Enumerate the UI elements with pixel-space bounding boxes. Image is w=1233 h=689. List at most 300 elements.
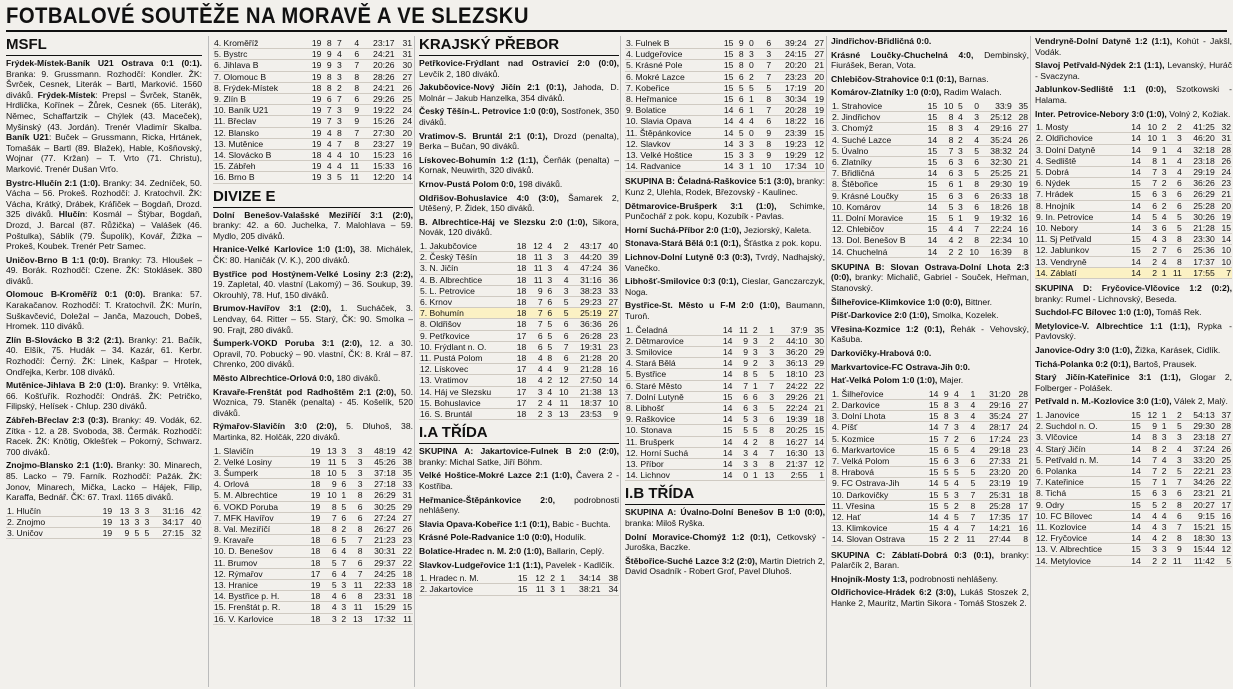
stat-cell: 4 [734,116,744,127]
stat-cell: 4 [1168,443,1183,454]
table-row [831,190,1029,201]
stat-cell: 9 [343,105,360,116]
stat-cell: 15 [1126,499,1142,510]
table-row [213,501,413,512]
stat-cell: 2 [333,82,343,93]
stat-cell: 9 [755,150,772,161]
stat-cell: 4 [553,274,569,285]
stat-cell: 42 [185,506,202,517]
team-name: 13. Vendryně [1035,256,1126,267]
team-name: 1. Janovice [1035,410,1126,421]
table-row [1035,234,1232,245]
stat-cell: 8 [938,134,954,145]
stat-cell: 10 [321,490,337,501]
1b-reports-c [831,550,1029,609]
match-report: Velké Hoštice-Mokré Lazce 2:1 (1:0), Čavera 2 - Kostřiba. [419,470,619,491]
stat-cell: 14 [717,127,734,138]
stat-cell: 8 [1012,534,1029,545]
stat-cell: 14 [717,116,734,127]
stat-cell: 19:39 [775,414,808,425]
table-row [831,101,1029,112]
stat-cell: 33 [397,479,413,490]
stat-cell: 4 [544,397,554,408]
stat-cell: 1 [338,490,348,501]
stat-cell: 18:30 [1183,533,1216,544]
stat-cell: 9 [964,213,980,224]
stat-cell: 26 [1013,134,1029,145]
stat-cell: 23:19 [976,478,1011,489]
match-report: SKUPINA B: Čeladná-Raškovice 5:1 (3:0), branky: Kunz 2, Ulehla, Rodek, Březovský - Kaulinec. [625,176,825,198]
table-row [419,573,619,584]
stat-cell: 7 [338,557,348,568]
stat-cell: 17:32 [364,613,397,624]
stat-cell: 4 [745,116,755,127]
table-row [1035,510,1232,521]
team-name: 7. Olomouc B [213,71,305,82]
stat-cell: 13 [113,506,130,517]
table-row [1035,166,1232,177]
stat-cell: 24:21 [360,82,395,93]
team-name: 3. Fulnek B [625,38,717,49]
stat-cell: 5 [964,168,980,179]
table-row [419,241,619,252]
match-report: Dětmarovice-Brušperk 3:1 (1:0), Schimke, Punčochář z pok. kopu, Kozubík - Pavlas. [625,200,825,222]
stat-cell: 1 [749,380,759,391]
stat-cell: 36:13 [775,358,808,369]
stat-cell: 0 [745,127,755,138]
stat-cell: 5 [733,414,749,425]
stat-cell: 19 [305,138,322,149]
stat-cell: 6 [1168,488,1183,499]
stat-cell: 2 [1158,200,1168,211]
stat-cell: 2 [749,358,759,369]
table-row [1035,267,1232,278]
1b-reports-a [625,507,825,577]
stat-cell: 22 [809,380,826,391]
stat-cell: 11 [1168,555,1183,566]
table-row [419,252,619,263]
stat-cell: 7 [755,71,772,82]
stat-cell: 8 [755,138,772,149]
1b-standings-a [831,101,1029,258]
stat-cell: 41:25 [1183,122,1216,133]
team-name: 8. Frýdek-Místek [213,82,305,93]
stat-cell: 7 [322,105,332,116]
stat-cell: 3 [1158,521,1168,532]
stat-cell: 2 [527,408,543,419]
msfl-standings-start [6,506,202,540]
stat-cell: 18 [511,274,527,285]
table-row [625,325,825,336]
table-row [831,455,1029,466]
kp-standings [419,241,619,420]
stat-cell: 18 [1012,489,1029,500]
table-row [831,511,1029,522]
stat-cell: 19 [96,516,113,527]
stat-cell: 2 [954,235,963,246]
stat-cell: 18 [305,535,321,546]
stat-cell: 29 [809,358,826,369]
section-title-divize-e: DIVIZE E [213,188,413,208]
stat-cell: 5 [960,467,976,478]
stat-cell: 19 [1013,179,1029,190]
stat-cell: 2 [950,534,960,545]
stat-cell: 15 [922,145,938,156]
stat-cell: 19 [96,506,113,517]
stat-cell: 27:44 [976,534,1011,545]
stat-cell: 15 [1126,488,1142,499]
team-name: 7. Kobeřice [625,82,717,93]
stat-cell: 14 [1126,432,1142,443]
stat-cell: 33 [603,285,619,296]
match-report: Jakubčovice-Nový Jičín 2:1 (0:1), Jahoda, D. Molnár – Jakub Hanzelka, 354 diváků. [419,82,619,103]
stat-cell: 6 [553,352,569,363]
stat-cell: 14:21 [976,523,1011,534]
stat-cell: 11 [1168,267,1183,278]
stat-cell: 2 [938,246,954,257]
stat-cell: 1 [954,179,963,190]
team-name: 9. FC Ostrava-Jih [831,478,922,489]
stat-cell: 1 [1158,155,1168,166]
stat-cell: 21 [1216,189,1232,200]
stat-cell: 17:24 [976,433,1011,444]
stat-cell: 13 [113,516,130,527]
team-name: 10. Stonava [625,425,717,436]
stat-cell: 23:17 [360,38,395,49]
stat-cell: 17 [1012,511,1029,522]
table-row [625,105,825,116]
stat-cell: 4 [960,444,976,455]
stat-cell: 11 [347,579,363,590]
table-row [831,534,1029,545]
stat-cell: 3 [321,613,337,624]
stat-cell: 7 [527,319,543,330]
team-name: 9. Krásné Loučky [831,190,922,201]
stat-cell: 4 [960,411,976,422]
team-name: 3. Dolní Datyně [1035,144,1126,155]
stat-cell: 1 [745,105,755,116]
stat-cell: 23 [1012,433,1029,444]
stat-cell: 14 [1126,122,1142,133]
stat-cell: 2 [527,397,543,408]
stat-cell: 6 [960,455,976,466]
stat-cell: 34:14 [566,573,601,584]
table-row [625,49,825,60]
stat-cell: 15 [922,455,939,466]
stat-cell: 21 [809,391,826,402]
stat-cell: 3 [140,506,150,517]
match-report: Brumov-Havířov 3:1 (2:0), 1. Sucháček, 3. Lendvay, 64. Ritter – 55. Starý, ČK: 90. Smolka – 90. Frajt, 280 diváků. [213,303,413,335]
stat-cell: 6 [938,168,954,179]
stat-cell: 2 [950,500,960,511]
stat-cell: 15 [717,38,734,49]
stat-cell: 3 [759,358,775,369]
stat-cell: 3 [544,263,554,274]
stat-cell: 8 [321,501,337,512]
stat-cell: 19 [305,105,322,116]
stat-cell: 7 [322,116,332,127]
stat-cell: 17:37 [1183,256,1216,267]
stat-cell: 23:27 [360,138,395,149]
stat-cell: 18:37 [570,397,603,408]
team-name: 3. Vlčovice [1035,432,1126,443]
stat-cell: 23 [809,369,826,380]
stat-cell: 31 [396,38,413,49]
table-row [419,274,619,285]
stat-cell: 19 [305,512,321,523]
stat-cell: 14 [717,436,733,447]
team-name: 4. Starý Jičín [1035,443,1126,454]
match-report: Oldřišov-Bohuslavice 4:0 (3:0), Šamarek 2, Utěšený, P. Židek, 150 diváků. [419,192,619,214]
stat-cell: 2 [1158,555,1168,566]
table-row [1035,155,1232,166]
column-msfl [6,36,202,687]
stat-cell: 3 [745,49,755,60]
table-row [213,38,413,49]
team-name: 11. Brušperk [625,436,717,447]
stat-cell: 3 [1158,166,1168,177]
stat-cell: 1 [1158,410,1168,421]
table-row [213,172,413,183]
stat-cell: 15 [922,534,939,545]
stat-cell: 8 [347,490,363,501]
stat-cell: 26:29 [1183,189,1216,200]
stat-cell: 15 [808,127,825,138]
stat-cell: 8 [333,127,343,138]
stat-cell: 7 [1142,166,1158,177]
stat-cell: 1 [556,584,566,595]
team-name: 6. Staré Město [625,380,717,391]
stat-cell: 9 [603,408,619,419]
team-name: 4. Ludgeřovice [625,49,717,60]
table-row [625,380,825,391]
table-row [213,446,413,457]
stat-cell: 18 [511,241,527,252]
stat-cell: 24:25 [364,568,397,579]
stat-cell: 2 [954,246,963,257]
team-name: 12. Fryčovice [1035,533,1126,544]
team-name: 13. Klimkovice [831,523,922,534]
stat-cell: 13 [553,408,569,419]
stat-cell: 21 [809,402,826,413]
stat-cell: 14 [1126,443,1142,454]
team-name: 8. Libhošť [625,402,717,413]
stat-cell: 7 [733,380,749,391]
stat-cell: 14 [1126,155,1142,166]
stat-cell: 7 [347,535,363,546]
match-report: Markvartovice-FC Ostrava-Jih 0:0. [831,361,970,372]
stat-cell: 6 [1168,510,1183,521]
stat-cell: 3 [749,459,759,470]
team-name: 13. Hranice [213,579,305,590]
table-row [213,49,413,60]
stat-cell: 12 [527,241,543,252]
stat-cell: 16 [1013,213,1029,224]
table-row [831,444,1029,455]
team-name: 13. Dol. Benešov B [831,235,922,246]
stat-cell: 36:26 [1183,178,1216,189]
stat-cell: 23:30 [1183,234,1216,245]
team-name: 1. Hradec n. M. [419,573,511,584]
match-report: Hať-Velká Polom 1:0 (1:0), Majer. [831,375,964,386]
stat-cell: 4 [964,134,980,145]
table-row [1035,189,1232,200]
stat-cell: 15 [717,71,734,82]
stat-cell: 17 [1216,499,1232,510]
stat-cell: 35 [397,467,413,478]
team-name: 16. V. Karlovice [213,613,305,624]
stat-cell: 19 [305,172,322,183]
stat-cell: 4 [321,591,337,602]
stat-cell: 21:23 [364,535,397,546]
stat-cell: 37:24 [1183,443,1216,454]
stat-cell: 6 [527,330,543,341]
team-name: 3. Dolní Lhota [831,411,922,422]
team-name: 5. Úvalno [831,145,922,156]
stat-cell: 38:32 [980,145,1013,156]
table-row [831,389,1029,400]
team-name: 9. Odry [1035,499,1126,510]
match-report: Píšť-Darkovice 2:0 (1:0), Smolka, Kozelek. [831,310,999,321]
stat-cell: 14 [717,346,733,357]
stat-cell: 14 [717,447,733,458]
team-name: 5. Petřvald n. M. [1035,454,1126,465]
stat-cell: 23 [397,535,413,546]
table-row [625,116,825,127]
stat-cell: 17:35 [976,511,1011,522]
match-report: Bystřice pod Hostýnem-Velké Losiny 2:3 (2:2), 19. Zapletal, 40. vlastní (Lakomý) – 36. Soukup, 39. Okrouhlý, 78. Huf, 150 diváků. [213,268,413,300]
match-report: Bystřice-St. Město u F-M 2:0 (1:0), Baumann, Turoň. [625,300,825,321]
stat-cell: 6 [960,433,976,444]
table-row [213,467,413,478]
team-name: 10. D. Benešov [213,546,305,557]
table-row [419,386,619,397]
stat-cell: 15 [922,489,939,500]
stat-cell: 14 [717,325,733,336]
stat-cell: 20 [396,127,413,138]
stat-cell: 18 [511,308,527,319]
stat-cell: 13 [603,386,619,397]
stat-cell: 27 [397,512,413,523]
stat-cell: 15 [1126,189,1142,200]
stat-cell: 36:20 [775,346,808,357]
stat-cell: 23 [603,341,619,352]
stat-cell: 22:34 [980,235,1013,246]
stat-cell: 2 [1158,499,1168,510]
stat-cell: 5 [733,425,749,436]
stat-cell: 8 [347,523,363,534]
table-row [213,82,413,93]
table-row [625,414,825,425]
stat-cell: 5 [1168,222,1183,233]
stat-cell: 3 [964,112,980,123]
stat-cell: 5 [338,467,348,478]
table-row [625,447,825,458]
stat-cell: 30 [396,60,413,71]
stat-cell: 3 [954,201,963,212]
stat-cell: 3 [759,346,775,357]
stat-cell: 24:21 [360,49,395,60]
stat-cell: 5 [939,500,949,511]
team-name: 7. Hrádek [1035,189,1126,200]
stat-cell: 3 [1158,234,1168,245]
table-row [419,308,619,319]
team-name: 11. Sj Petřvald [1035,234,1126,245]
stat-cell: 18 [511,319,527,330]
stat-cell: 7 [964,224,980,235]
stat-cell: 10 [755,161,772,172]
stat-cell: 9 [733,358,749,369]
team-name: 9. Bolatice [625,105,717,116]
stat-cell: 19 [305,49,322,60]
stat-cell: 14 [922,201,938,212]
stat-cell: 26 [1216,155,1232,166]
stat-cell: 3 [347,467,363,478]
team-name: 2. Znojmo [6,516,96,527]
stat-cell: 28 [1216,421,1232,432]
stat-cell: 27 [1012,399,1029,410]
stat-cell: 13 [809,447,826,458]
stat-cell: 12 [528,573,545,584]
stat-cell: 9 [1168,544,1183,555]
stat-cell: 8 [343,71,360,82]
stat-cell: 6 [734,94,744,105]
team-name: 14. Metylovice [1035,555,1126,566]
stat-cell: 7 [1216,267,1232,278]
stat-cell: 3 [954,123,963,134]
stat-cell: 2 [1142,555,1158,566]
stat-cell: 5 [321,579,337,590]
team-name: 4. Orlová [213,479,305,490]
stat-cell: 15 [1126,544,1142,555]
stat-cell: 27:18 [364,479,397,490]
team-name: 4. Sedliště [1035,155,1126,166]
stat-cell: 5 [544,341,554,352]
team-name: 6. Markvartovice [831,444,922,455]
stat-cell: 29:18 [976,444,1011,455]
team-name: 5. M. Albrechtice [213,490,305,501]
table-row [831,467,1029,478]
stat-cell: 8 [960,500,976,511]
table-row [625,346,825,357]
stat-cell: 17 [511,397,527,408]
team-name: 2. Darkovice [831,399,922,410]
stat-cell: 26 [397,523,413,534]
stat-cell: 2 [544,375,554,386]
table-row [1035,211,1232,222]
team-name: 13. Mutěnice [213,138,305,149]
stat-cell: 3 [544,408,554,419]
stat-cell: 18 [511,296,527,307]
stat-cell: 4 [321,602,337,613]
stat-cell: 19 [305,456,321,467]
stat-cell: 4 [544,364,554,375]
stat-cell: 6 [527,341,543,352]
stat-cell: 3 [950,411,960,422]
table-row [831,145,1029,156]
stat-cell: 7 [960,511,976,522]
stat-cell: 6 [733,391,749,402]
team-name: 14. Radvanice [625,161,717,172]
team-name: 13. Příbor [625,459,717,470]
stat-cell: 5 [939,478,949,489]
stat-cell: 3 [745,150,755,161]
stat-cell: 1 [1158,477,1168,488]
table-row [831,246,1029,257]
stat-cell: 2:55 [775,470,808,481]
team-name: 12. Chlebičov [831,224,922,235]
masthead [6,2,1227,32]
